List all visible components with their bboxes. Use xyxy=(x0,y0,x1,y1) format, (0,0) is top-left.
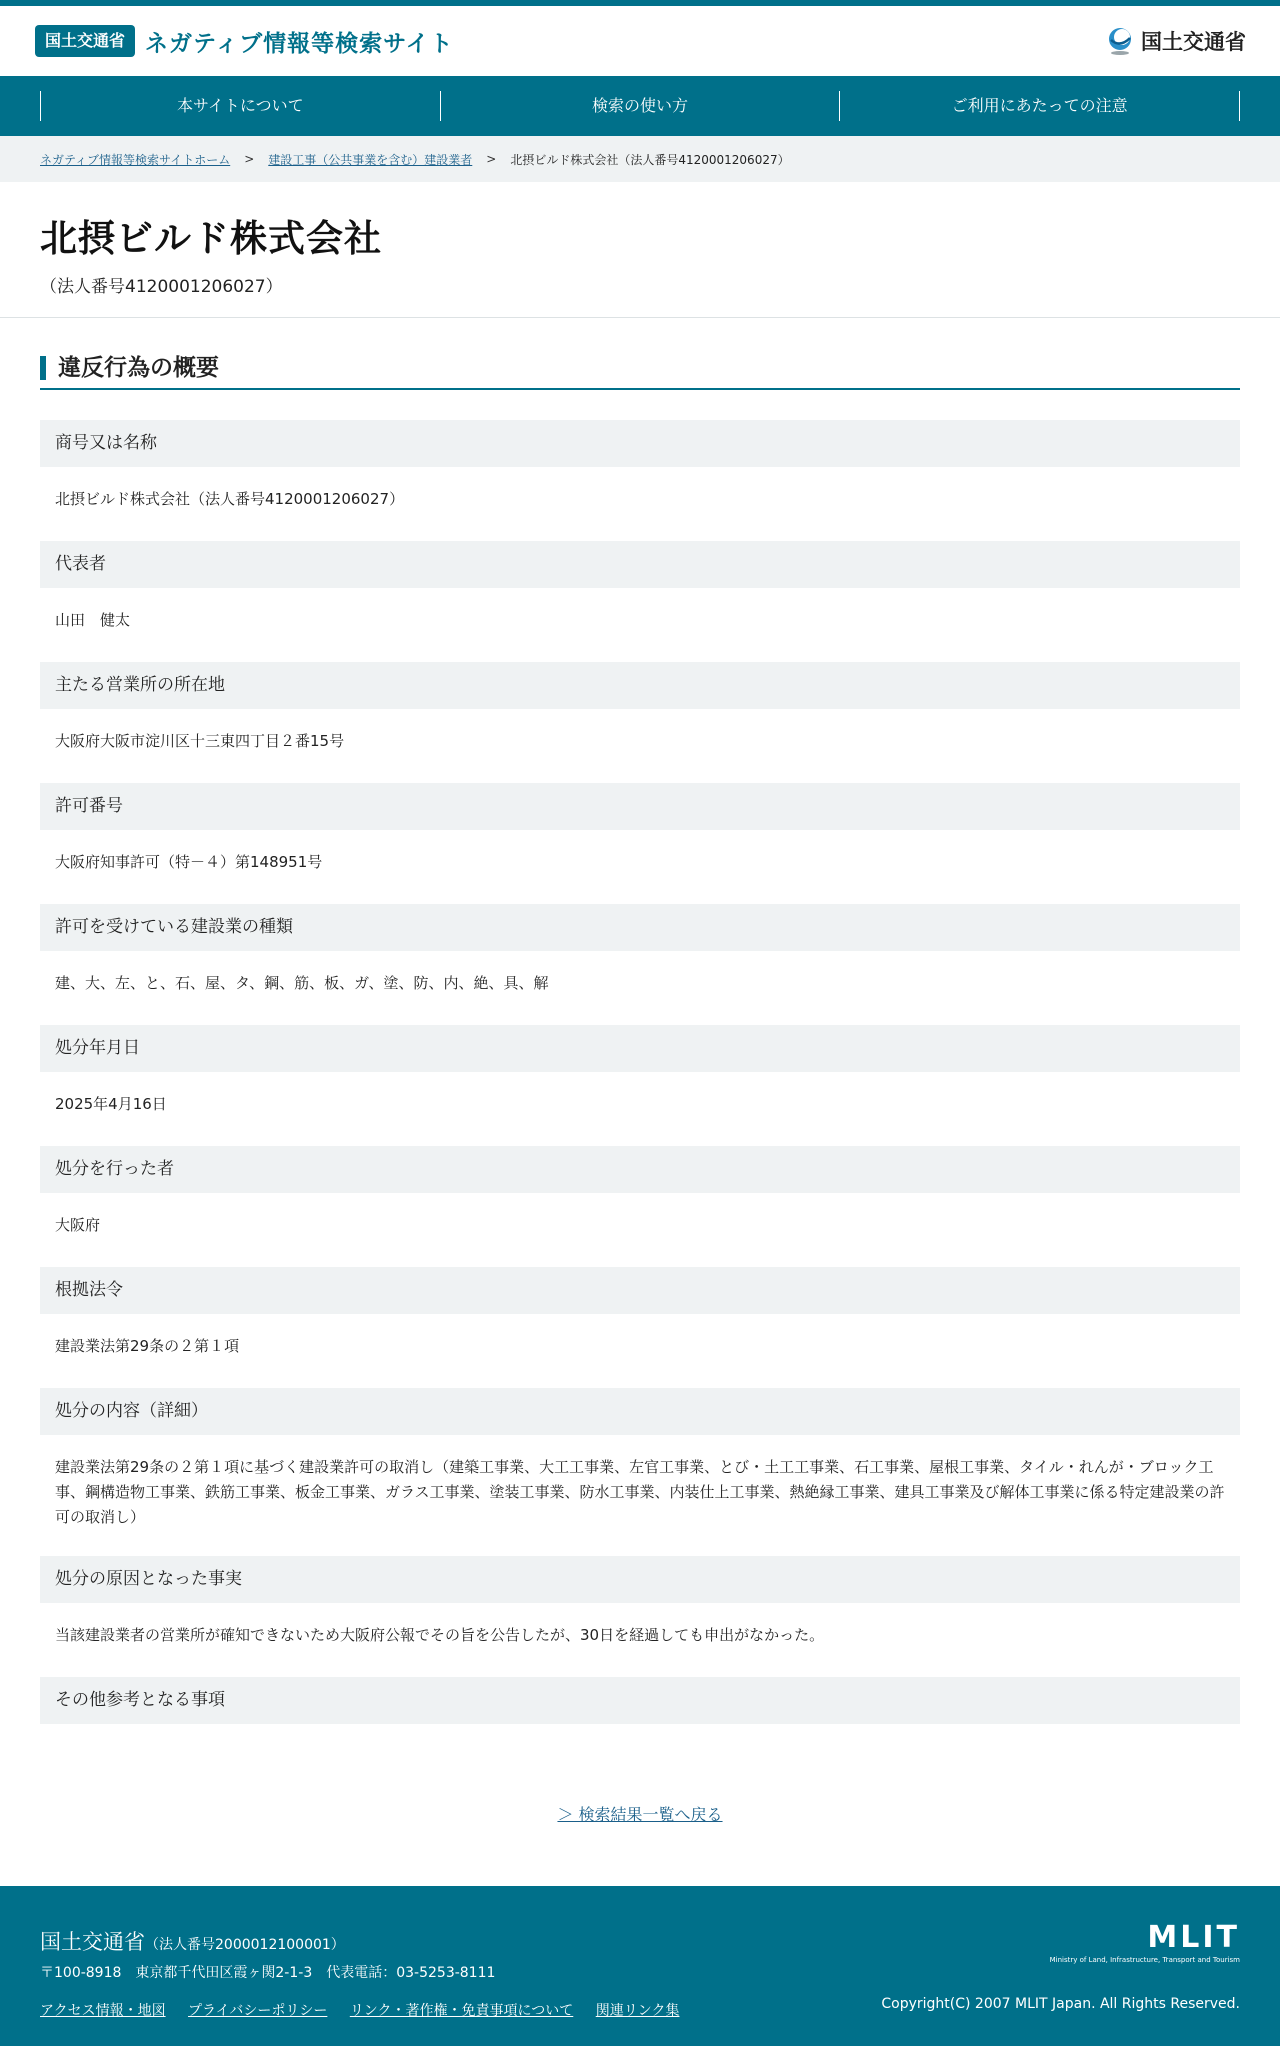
footer-address: 〒100-8918 東京都千代田区霞ヶ関2-1-3 代表電話：03-5253-8111 xyxy=(40,1965,496,1981)
ministry-emblem-icon xyxy=(1105,26,1135,56)
nav-item-about[interactable]: 本サイトについて xyxy=(40,91,440,121)
field-main-office-address xyxy=(40,662,1240,783)
field-disposing-authority xyxy=(40,1146,1240,1267)
field-label: 代表者 xyxy=(40,541,1240,588)
field-label: 主たる営業所の所在地 xyxy=(40,662,1240,709)
footer-link-related[interactable]: 関連リンク集 xyxy=(595,2003,680,2019)
field-value: 大阪府大阪市淀川区十三東四丁目２番15号 xyxy=(55,732,345,750)
site-brand[interactable] xyxy=(35,25,454,58)
field-value: 建設業法第29条の２第１項に基づく建設業許可の取消し（建築工事業、大工工事業、左官工事業、とび・土工工事業、石工事業、屋根工事業、タイル・れんが・ブロック工事、鋼構造物工事業、鉄筋工事業、板金工事業、ガラス工事業、塗装工事業、防水工事業、内装仕上工事業、熱絶縁工事業、建具工事業及び解体工事業に係る特定建設業の許可の取消し） xyxy=(55,1458,1225,1526)
nav-item-how-to-search[interactable]: 検索の使い方 xyxy=(440,91,840,121)
footer-corp-number: （法人番号2000012100001） xyxy=(145,1937,345,1953)
field-company-name xyxy=(40,420,1240,541)
site-title: ネガティブ情報等検索サイト xyxy=(145,30,454,57)
field-value: 大阪府 xyxy=(55,1216,101,1234)
field-label: 処分を行った者 xyxy=(40,1146,1240,1193)
copyright: Copyright(C) 2007 MLIT Japan. All Rights Reserved. xyxy=(881,1996,1240,2012)
field-value: 当該建設業者の営業所が確知できないため大阪府公報でその旨を公告したが、30日を経過しても申出がなかった。 xyxy=(55,1626,825,1644)
field-label: 許可を受けている建設業の種類 xyxy=(40,904,1240,951)
field-value: 大阪府知事許可（特－４）第148951号 xyxy=(55,853,323,871)
field-license-types xyxy=(40,904,1240,1025)
breadcrumb-separator-icon: > xyxy=(244,152,255,166)
page-title: 北摂ビルド株式会社 xyxy=(40,217,382,260)
breadcrumb xyxy=(0,136,1280,182)
page-subtitle: （法人番号4120001206027） xyxy=(40,277,283,297)
section-heading-text: 違反行為の概要 xyxy=(40,356,1240,380)
global-nav xyxy=(0,76,1280,136)
section-heading xyxy=(40,356,1240,390)
field-value: 建、大、左、と、石、屋、タ、鋼、筋、板、ガ、塗、防、内、絶、具、解 xyxy=(55,974,549,992)
footer-link-access[interactable]: アクセス情報・地図 xyxy=(40,2003,166,2019)
field-label: 処分の原因となった事実 xyxy=(40,1556,1240,1603)
breadcrumb-home-link[interactable]: ネガティブ情報等検索サイトホーム xyxy=(40,152,231,167)
field-representative xyxy=(40,541,1240,662)
site-footer xyxy=(0,1886,1280,2046)
breadcrumb-separator-icon: > xyxy=(486,152,497,166)
field-label: 処分年月日 xyxy=(40,1025,1240,1072)
nav-item-notes[interactable]: ご利用にあたっての注意 xyxy=(839,91,1240,121)
ministry-badge: 国土交通省 xyxy=(35,25,135,56)
ministry-name: 国土交通省 xyxy=(1141,30,1246,54)
field-label: その他参考となる事項 xyxy=(40,1677,1240,1724)
field-label: 処分の内容（詳細） xyxy=(40,1388,1240,1435)
field-license-number xyxy=(40,783,1240,904)
field-disposition-date xyxy=(40,1025,1240,1146)
field-value: 北摂ビルド株式会社（法人番号4120001206027） xyxy=(55,490,405,508)
field-disposition-details xyxy=(40,1388,1240,1556)
footer-right xyxy=(881,1920,1240,2012)
field-label: 許可番号 xyxy=(40,783,1240,830)
main-content xyxy=(0,318,1280,1825)
field-value: 山田 健太 xyxy=(55,611,131,629)
field-label: 商号又は名称 xyxy=(40,420,1240,467)
site-header xyxy=(0,6,1280,76)
footer-link-copyright[interactable]: リンク・著作権・免責事項について xyxy=(349,2003,574,2019)
footer-link-privacy[interactable]: プライバシーポリシー xyxy=(188,2003,328,2019)
field-value: 2025年4月16日 xyxy=(55,1095,167,1113)
footer-org-name: 国土交通省 xyxy=(40,1930,145,1954)
back-to-results-link[interactable]: ＞ 検索結果一覧へ戻る xyxy=(557,1805,723,1824)
field-other-notes xyxy=(40,1677,1240,1724)
mlit-logo: MLIT xyxy=(1147,1920,1240,1955)
field-label: 根拠法令 xyxy=(40,1267,1240,1314)
field-cause-facts xyxy=(40,1556,1240,1677)
breadcrumb-category-link[interactable]: 建設工事（公共事業を含む）建設業者 xyxy=(268,152,473,167)
breadcrumb-current: 北摂ビルド株式会社（法人番号4120001206027） xyxy=(510,152,790,167)
back-link-container xyxy=(40,1802,1240,1825)
ministry-logo-link[interactable] xyxy=(1105,26,1246,56)
field-value: 建設業法第29条の２第１項 xyxy=(55,1337,240,1355)
field-legal-basis xyxy=(40,1267,1240,1388)
mlit-logo-subtitle: Ministry of Land, Infrastructure, Transport and Tourism xyxy=(1049,1956,1240,1964)
title-area xyxy=(0,182,1280,318)
